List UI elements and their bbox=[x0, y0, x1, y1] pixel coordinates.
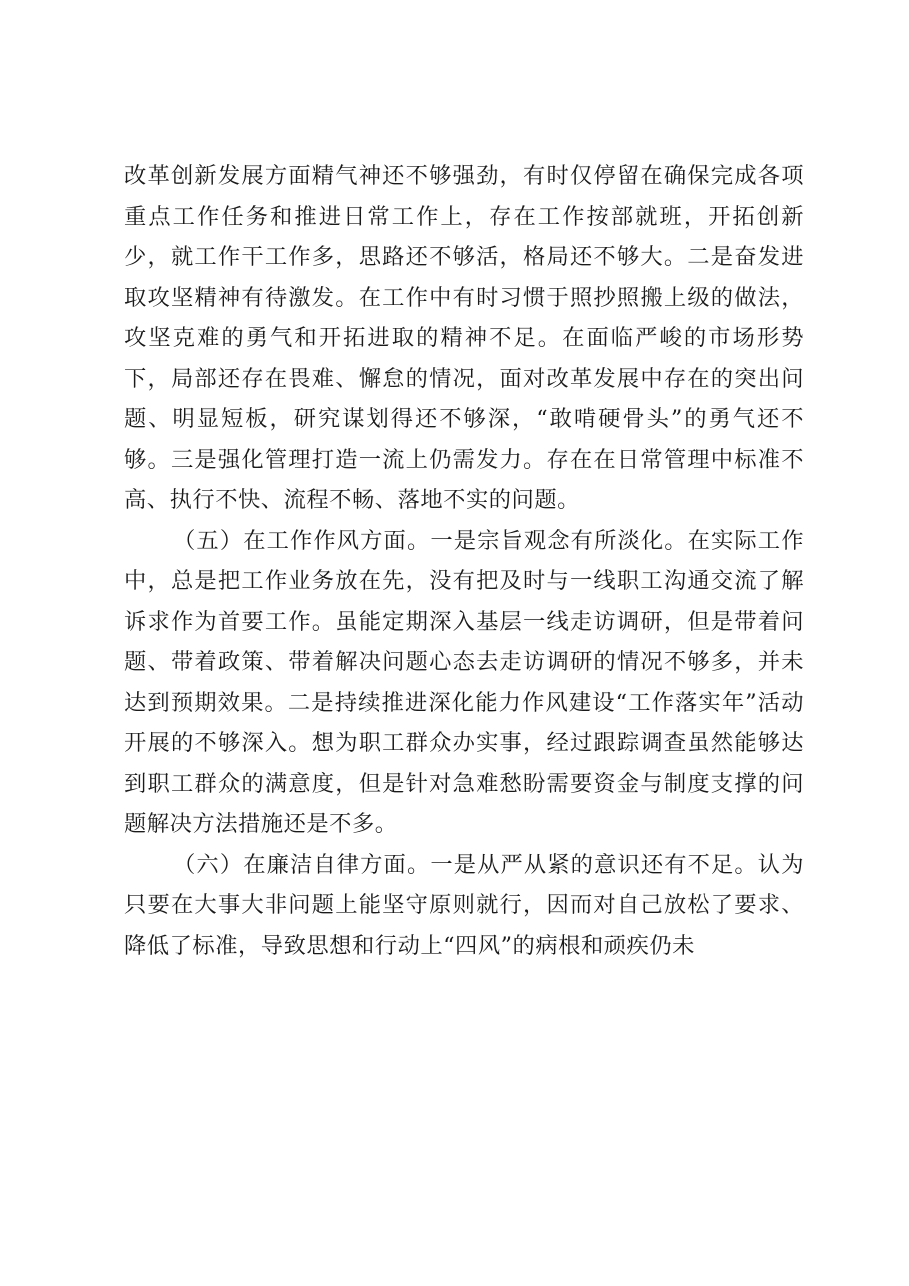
paragraph-work-style: （五）在工作作风方面。一是宗旨观念有所淡化。在实际工作中，总是把工作业务放在先，没有把及时与一线职工沟通交流了解诉求作为首要工作。虽能定期深入基层一线走访调研，但是带着问题、带着政策、带着解决问题心态去走访调研的情况不够多，并未达到预期效果。二是持续推进深化能力作风建设“工作落实年”活动开展的不够深入。想为职工群众办实事，经过跟踪调查虽然能够达到职工群众的满意度，但是针对急难愁盼需要资金与制度支撑的问题解决方法措施还是不多。 bbox=[124, 527, 804, 837]
paragraph-continuation: 改革创新发展方面精气神还不够强劲，有时仅停留在确保完成各项重点工作任务和推进日常工作上，存在工作按部就班，开拓创新少，就工作干工作多，思路还不够活，格局还不够大。二是奋发进取攻坚精神有待激发。在工作中有时习惯于照抄照搬上级的做法，攻坚克难的勇气和开拓进取的精神不足。在面临严峻的市场形势下，局部还存在畏难、懈怠的情况，面对改革发展中存在的突出问题、明显短板，研究谋划得还不够深，“敢啃硬骨头”的勇气还不够。三是强化管理打造一流上仍需发力。存在在日常管理中标准不高、执行不快、流程不畅、落地不实的问题。 bbox=[124, 163, 804, 513]
paragraph-integrity: （六）在廉洁自律方面。一是从严从紧的意识还有不足。认为只要在大事大非问题上能坚守原则就行，因而对自己放松了要求、降低了标准，导致思想和行动上“四风”的病根和顽疾仍未 bbox=[124, 851, 804, 959]
document-body bbox=[124, 156, 804, 966]
